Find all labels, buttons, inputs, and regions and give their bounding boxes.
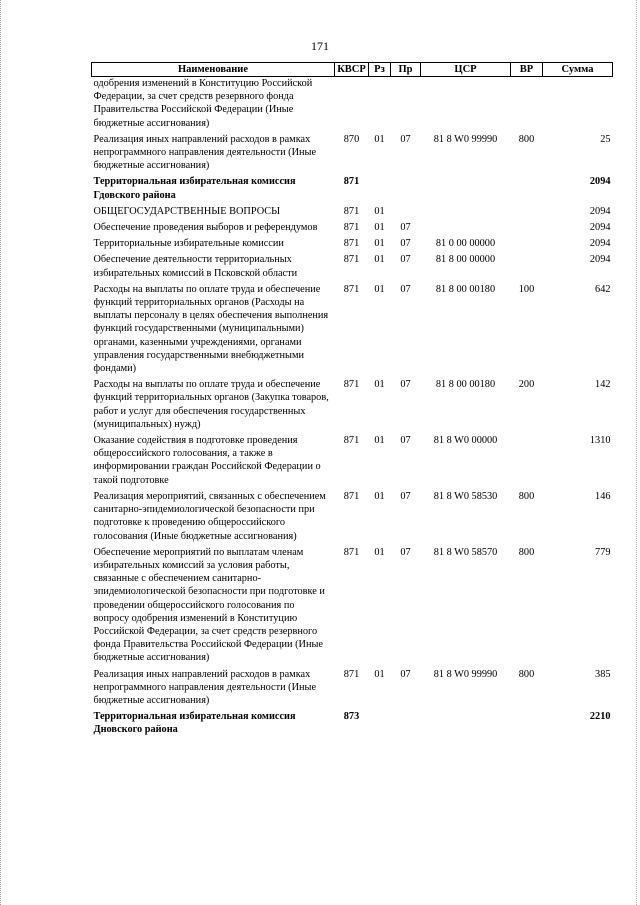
cell-rz: 01 [374, 546, 385, 558]
cell-sum: 642 [595, 283, 611, 295]
cell-rz: 01 [374, 379, 385, 391]
cell-rz: 01 [374, 205, 385, 217]
table-row [92, 77, 613, 130]
table-row [92, 130, 613, 173]
cell-sum: 2094 [589, 254, 611, 266]
cell-name: одобрения изменений в Конституцию Российской Федерации, за счет средств резервного фонда Правительства Российской Федерации (Иные бюджетные ассигнования) [93, 78, 313, 129]
cell-csr: 81 0 00 00000 [435, 238, 496, 250]
cell-vr [511, 431, 543, 487]
header-csr: ЦСР [421, 63, 511, 77]
header-rz: Рз [369, 63, 391, 77]
table-row [92, 487, 613, 543]
cell-rz [369, 707, 391, 736]
cell-name: Расходы на выплаты по оплате труда и обеспечение функций территориальных органов (Закупка товаров, работ и услуг для обеспечения государственных (муниципальных) нужд) [93, 379, 329, 430]
cell-kvsr: 871 [343, 238, 360, 250]
cell-pr [391, 202, 421, 218]
cell-vr [511, 234, 543, 250]
cell-vr: 100 [518, 283, 535, 295]
cell-vr: 800 [518, 490, 535, 502]
cell-kvsr: 871 [343, 546, 360, 558]
cell-rz: 01 [374, 222, 385, 234]
budget-table [91, 62, 613, 737]
cell-sum: 2210 [589, 711, 611, 723]
table-row [92, 218, 613, 234]
header-name: Наименование [92, 63, 335, 77]
cell-csr [421, 77, 511, 130]
cell-csr: 81 8 W0 58530 [433, 490, 498, 502]
cell-pr [391, 77, 421, 130]
cell-kvsr: 871 [343, 435, 360, 447]
cell-name: Обеспечение мероприятий по выплатам членам избирательных комиссий за условия работы, связанные с обеспечением санитарно-эпидемиологической безопасности при подготовке и проведении общероссийского голосования по вопросу одобрения изменений в Конституцию Российской Федерации, за счет средств резервного фонда Правительства Российской Федерации (Иные бюджетные ассигнования) [93, 546, 325, 664]
table-row [92, 250, 613, 279]
cell-pr: 07 [400, 546, 411, 558]
cell-pr [391, 707, 421, 736]
cell-kvsr: 871 [343, 283, 360, 295]
table-header-row [92, 63, 613, 77]
cell-sum: 146 [595, 490, 611, 502]
cell-name: Территориальная избирательная комиссия Гдовского района [93, 176, 296, 201]
cell-kvsr: 870 [343, 133, 360, 145]
cell-rz: 01 [374, 490, 385, 502]
cell-name: Реализация иных направлений расходов в рамках непрограммного направления деятельности (Иные бюджетные ассигнования) [93, 133, 317, 172]
cell-csr: 81 8 W0 99990 [433, 668, 498, 680]
cell-sum: 779 [595, 546, 611, 558]
cell-vr [511, 250, 543, 279]
header-pr: Пр [391, 63, 421, 77]
cell-vr: 800 [518, 133, 535, 145]
cell-csr: 81 8 W0 58570 [433, 546, 498, 558]
cell-csr: 81 8 W0 00000 [433, 435, 498, 447]
cell-vr: 200 [518, 379, 535, 391]
cell-rz: 01 [374, 133, 385, 145]
cell-name: Реализация мероприятий, связанных с обеспечением санитарно-эпидемиологической безопасности при подготовке к проведению общероссийского голосования (Иные бюджетные ассигнования) [93, 490, 326, 542]
cell-kvsr: 871 [343, 205, 360, 217]
cell-sum: 2094 [589, 205, 611, 217]
cell-sum: 2094 [589, 222, 611, 234]
cell-kvsr: 871 [343, 379, 360, 391]
cell-kvsr: 871 [343, 254, 360, 266]
cell-sum: 142 [595, 379, 611, 391]
cell-csr: 81 8 00 00000 [435, 254, 496, 266]
cell-sum: 2094 [589, 238, 611, 250]
cell-pr: 07 [400, 668, 411, 680]
cell-vr [511, 707, 543, 736]
cell-csr [421, 707, 511, 736]
cell-pr: 07 [400, 222, 411, 234]
cell-pr: 07 [400, 238, 411, 250]
cell-kvsr: 873 [343, 711, 360, 723]
cell-rz: 01 [374, 668, 385, 680]
cell-sum [543, 77, 613, 130]
cell-rz: 01 [374, 435, 385, 447]
cell-pr: 07 [400, 254, 411, 266]
cell-kvsr [335, 77, 369, 130]
cell-vr [511, 202, 543, 218]
cell-pr: 07 [400, 490, 411, 502]
cell-sum: 385 [595, 668, 611, 680]
header-vr: ВР [511, 63, 543, 77]
cell-name: Оказание содействия в подготовке проведения общероссийского голосования, а также в информировании граждан Российской Федерации о такой подготовке [93, 435, 321, 486]
cell-kvsr: 871 [343, 490, 360, 502]
cell-rz [369, 77, 391, 130]
cell-name: Расходы на выплаты по оплате труда и обеспечение функций территориальных органов (Расходы на выплаты персоналу в целях обеспечения выполнения функций государственными (муниципальными) органами, казенными учреждениями, органами управления государственными внебюджетными фондами) [93, 283, 329, 375]
cell-rz: 01 [374, 254, 385, 266]
table-row [92, 202, 613, 218]
table-row [92, 707, 613, 736]
table-row [92, 431, 613, 487]
table-row [92, 280, 613, 375]
cell-name: Территориальная избирательная комиссия Дновского района [93, 711, 296, 736]
cell-vr [511, 218, 543, 234]
cell-pr: 07 [400, 133, 411, 145]
scan-edge-left [0, 0, 4, 905]
table-row [92, 543, 613, 665]
table-body [92, 77, 613, 737]
cell-sum: 2094 [589, 176, 611, 188]
cell-rz: 01 [374, 238, 385, 250]
cell-pr [391, 172, 421, 201]
cell-name: Территориальные избирательные комиссии [93, 238, 284, 250]
page-number: 171 [311, 39, 329, 53]
header-sum: Сумма [543, 63, 613, 77]
cell-csr [421, 218, 511, 234]
cell-csr: 81 8 00 00180 [435, 283, 496, 295]
cell-kvsr: 871 [343, 222, 360, 234]
cell-name: ОБЩЕГОСУДАРСТВЕННЫЕ ВОПРОСЫ [93, 205, 281, 217]
cell-sum: 1310 [589, 435, 611, 447]
table-row [92, 234, 613, 250]
table-row [92, 172, 613, 201]
scan-edge-right [634, 0, 637, 905]
cell-pr: 07 [400, 379, 411, 391]
cell-csr: 81 8 00 00180 [435, 379, 496, 391]
cell-name: Обеспечение проведения выборов и референдумов [93, 222, 318, 234]
table-row [92, 665, 613, 708]
cell-vr [511, 77, 543, 130]
cell-csr [421, 172, 511, 201]
cell-rz: 01 [374, 283, 385, 295]
cell-csr: 81 8 W0 99990 [433, 133, 498, 145]
cell-vr: 800 [518, 668, 535, 680]
cell-sum: 25 [600, 133, 611, 145]
cell-vr: 800 [518, 546, 535, 558]
cell-kvsr: 871 [343, 176, 360, 188]
cell-vr [511, 172, 543, 201]
header-kvsr: КВСР [335, 63, 369, 77]
cell-name: Обеспечение деятельности территориальных избирательных комиссий в Псковской области [93, 254, 298, 279]
cell-name: Реализация иных направлений расходов в рамках непрограммного направления деятельности (Иные бюджетные ассигнования) [93, 668, 317, 706]
cell-pr: 07 [400, 435, 411, 447]
cell-kvsr: 871 [343, 668, 360, 680]
table-row [92, 375, 613, 431]
cell-pr: 07 [400, 283, 411, 295]
cell-csr [421, 202, 511, 218]
cell-rz [369, 172, 391, 201]
